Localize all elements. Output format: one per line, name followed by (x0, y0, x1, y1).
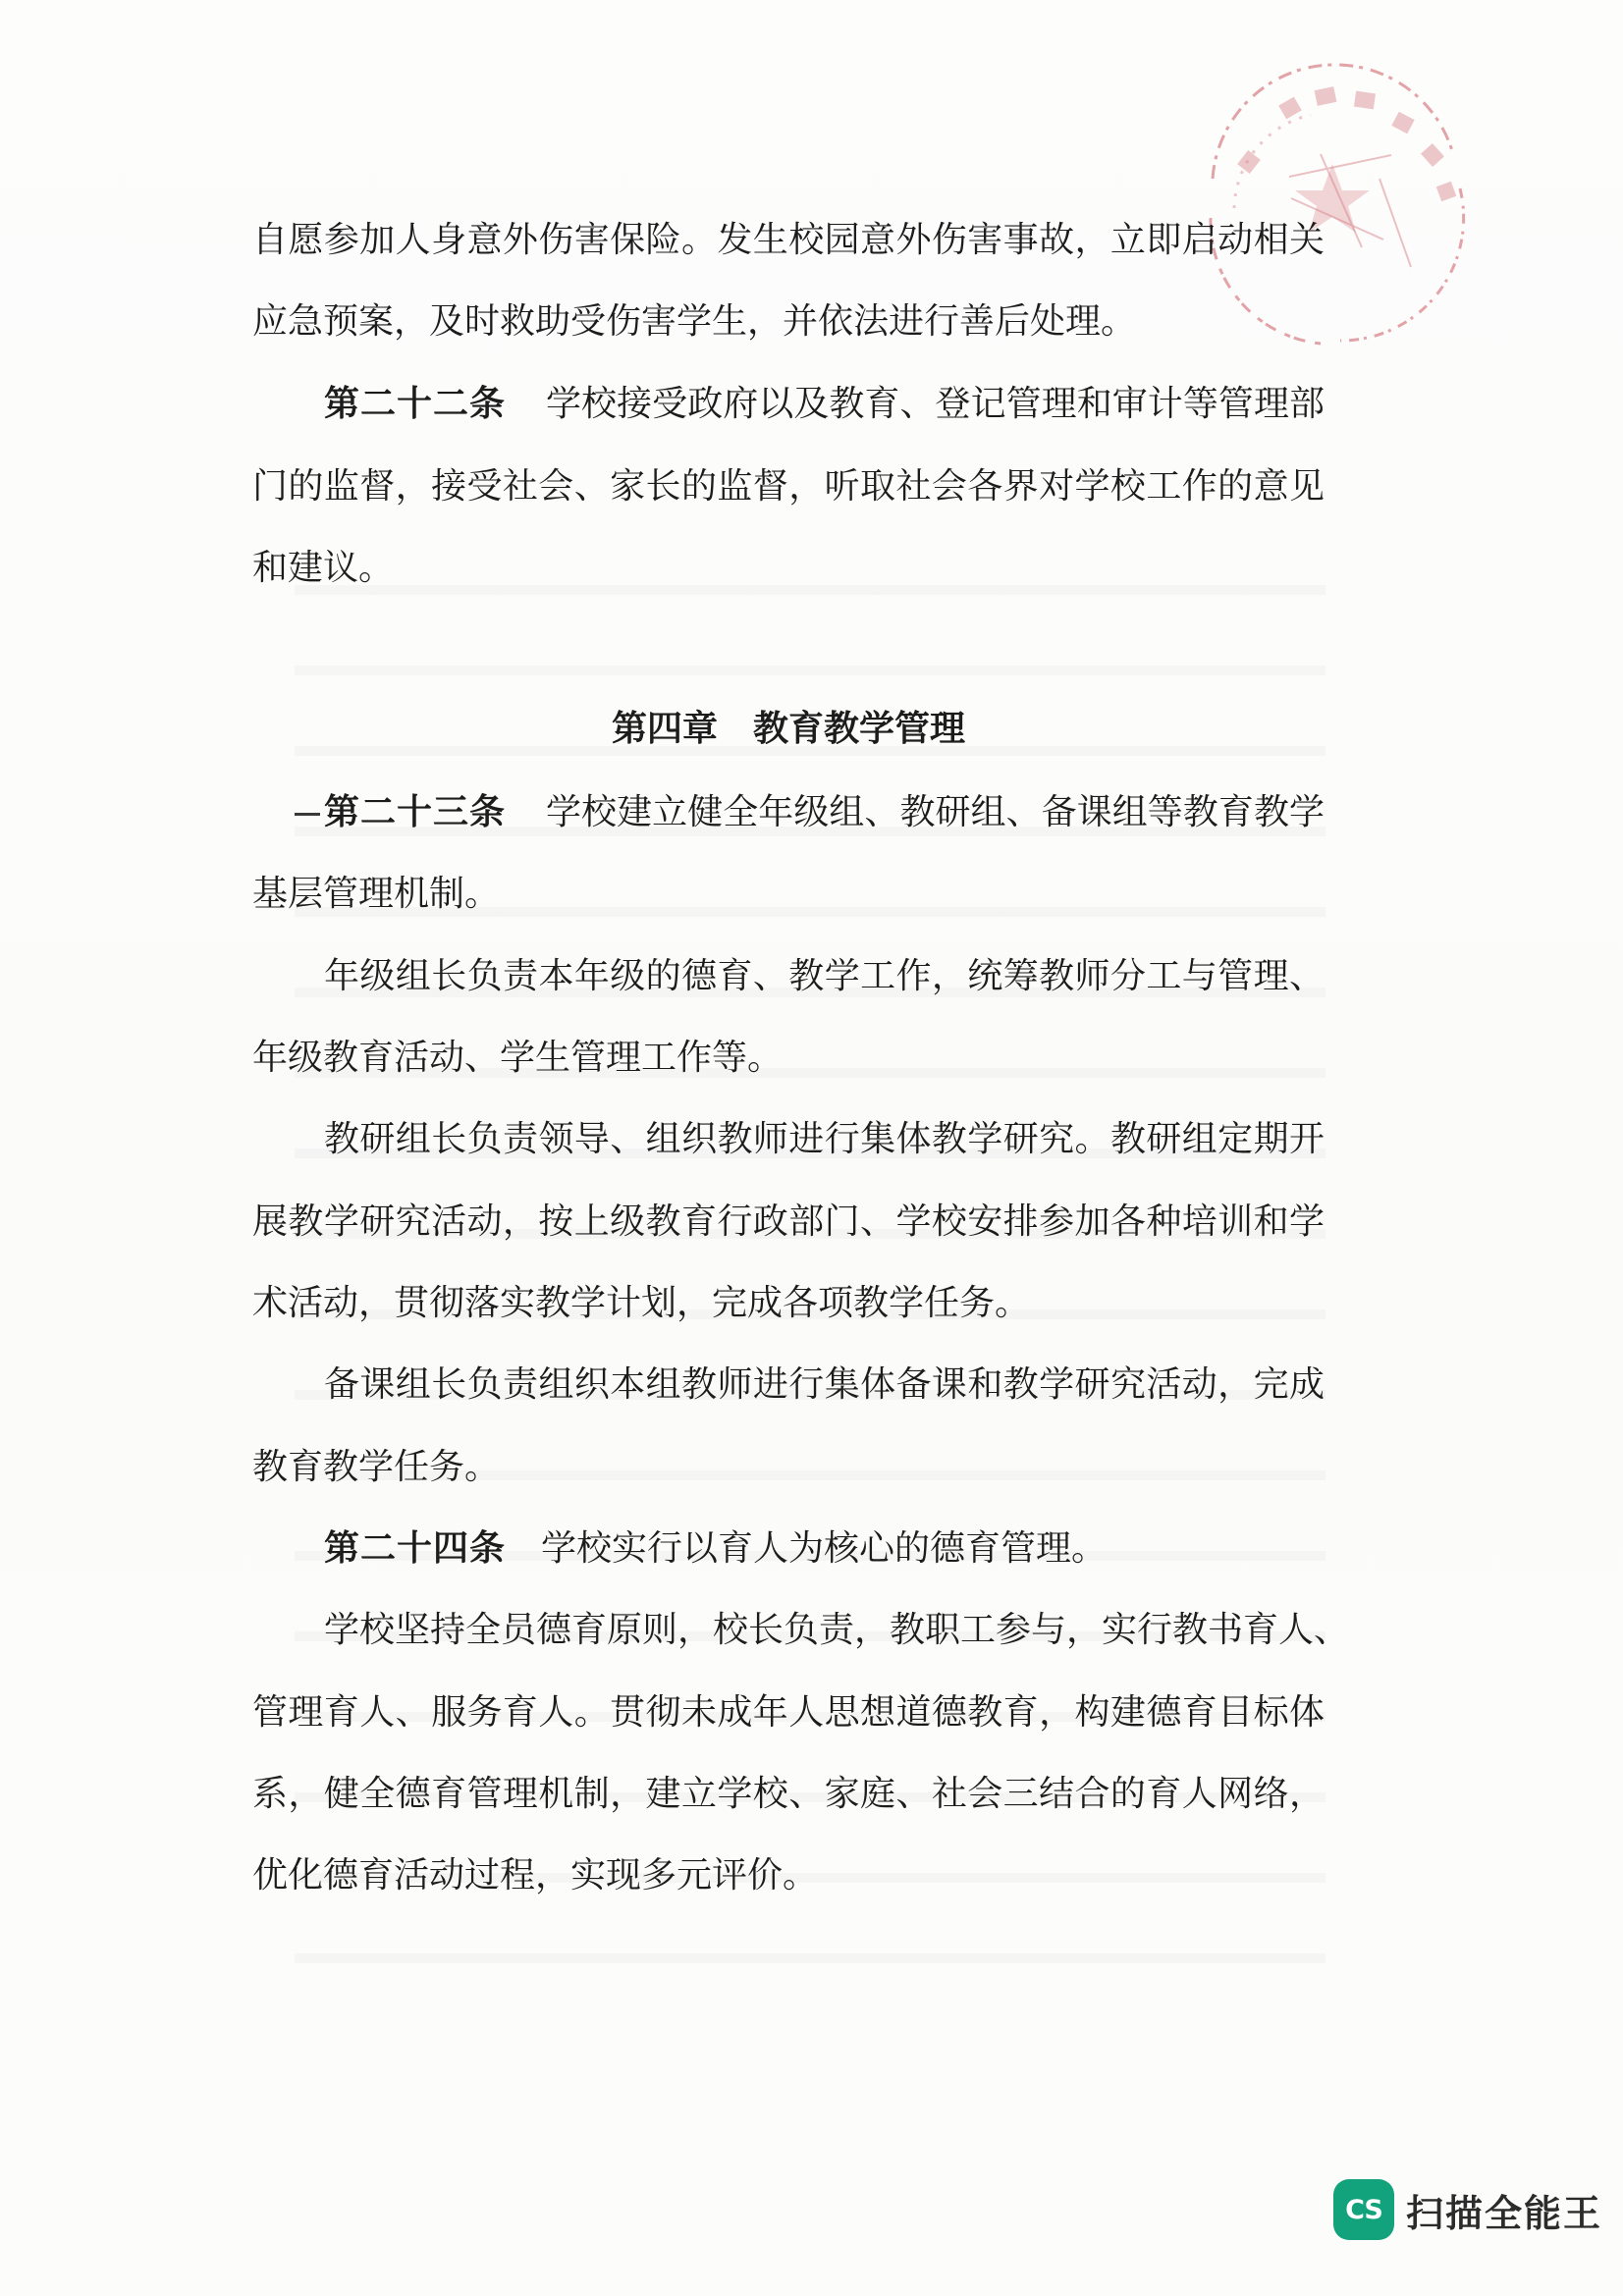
text-line: 年级教育活动、学生管理工作等。 (252, 1038, 784, 1078)
text-line: 门的监督，接受社会、家长的监督，听取社会各界对学校工作的意见 (252, 466, 1325, 507)
article-22-first-line (324, 383, 1325, 426)
text-line: 展教学研究活动，按上级教育行政部门、学校安排参加各种培训和学 (252, 1201, 1325, 1242)
chapter-number: 第四章 (612, 709, 719, 749)
text-line: 年级组长负责本年级的德育、教学工作，统筹教师分工与管理、 (324, 956, 1325, 996)
text-line: 自愿参加人身意外伤害保险。发生校园意外伤害事故，立即启动相关 (252, 220, 1325, 260)
text-line: 学校坚持全员德育原则，校长负责，教职工参与，实行教书育人、 (324, 1610, 1350, 1650)
article-24-line (324, 1527, 1107, 1571)
text-line: 系，健全德育管理机制，建立学校、家庭、社会三结合的育人网络， (252, 1774, 1325, 1814)
text-line: 优化德育活动过程，实现多元评价。 (252, 1855, 819, 1896)
camscanner-logo-icon: CS (1333, 2179, 1394, 2240)
text-line: 备课组长负责组织本组教师进行集体备课和教学研究活动，完成 (324, 1364, 1325, 1405)
text-line: 应急预案，及时救助受伤害学生，并依法进行善后处理。 (252, 301, 1137, 342)
text-line: 学校实行以育人为核心的德育管理。 (541, 1528, 1108, 1569)
text-line: 术活动，贯彻落实教学计划，完成各项教学任务。 (252, 1283, 1031, 1323)
text-line: 学校建立健全年级组、教研组、备课组等教育教学 (546, 792, 1325, 832)
article-23-label: 第二十三条 (324, 792, 507, 832)
chapter-heading (612, 708, 965, 751)
text-line: 和建议。 (252, 548, 395, 588)
article-23-first-line (324, 791, 1325, 834)
official-seal-stamp (1173, 61, 1492, 365)
text-line: 学校接受政府以及教育、登记管理和审计等管理部 (546, 384, 1325, 424)
article-22-label: 第二十二条 (324, 384, 507, 424)
scanner-app-name: 扫描全能王 (1406, 2191, 1603, 2235)
text-line: 教育教学任务。 (252, 1447, 501, 1487)
text-line: 基层管理机制。 (252, 874, 501, 914)
text-line: 管理育人、服务育人。贯彻未成年人思想道德教育，构建德育目标体 (252, 1692, 1325, 1733)
scanner-watermark (1333, 2179, 1602, 2240)
chapter-title: 教育教学管理 (753, 709, 966, 749)
article-24-label: 第二十四条 (324, 1528, 507, 1569)
scan-mark (295, 813, 320, 816)
text-line: 教研组长负责领导、组织教师进行集体教学研究。教研组定期开 (324, 1119, 1325, 1159)
